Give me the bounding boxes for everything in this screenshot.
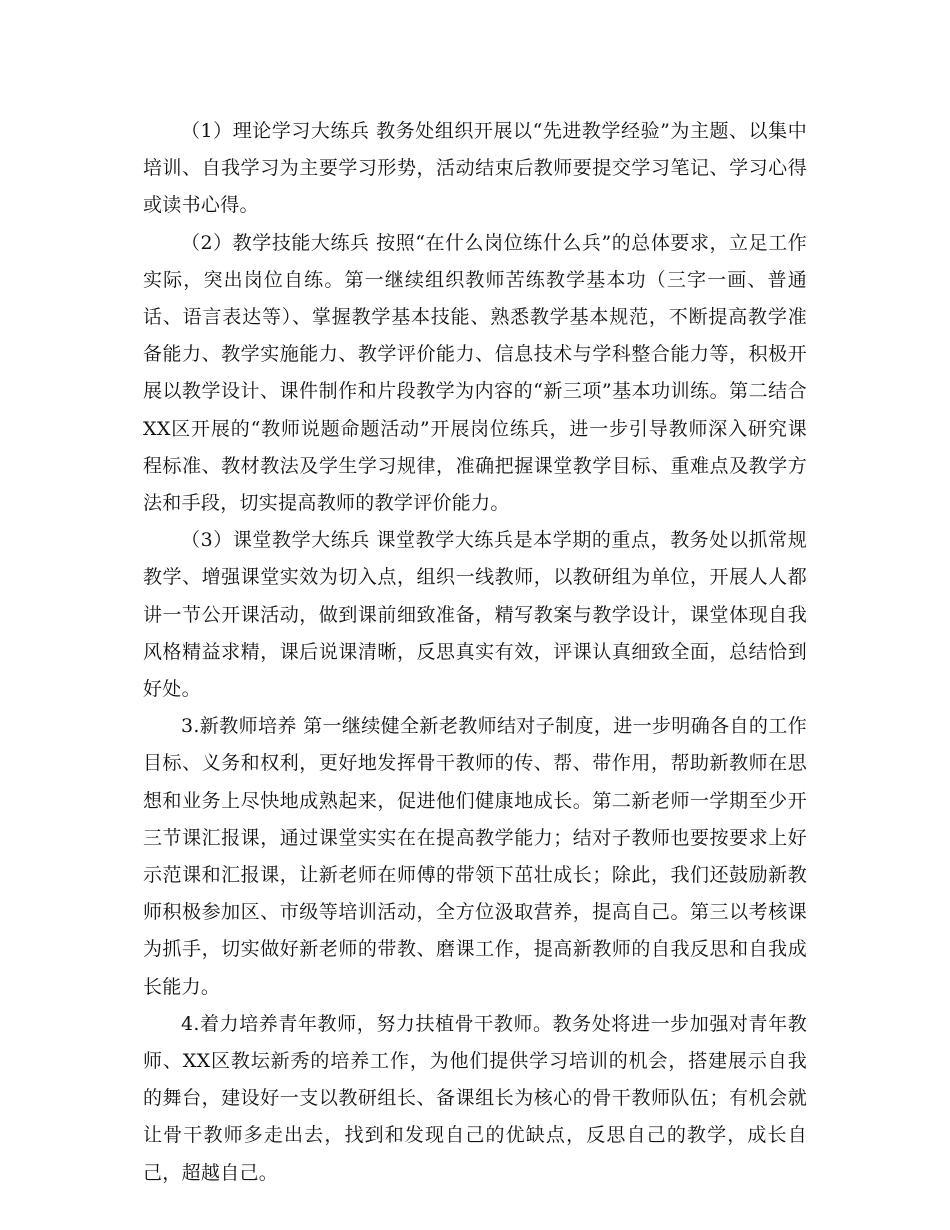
paragraph-classroom-teaching: （3）课堂教学大练兵 课堂教学大练兵是本学期的重点，教务处以抓常规教学、增强课堂实效为切入点，组织一线教师，以教研组为单位，开展人人都讲一节公开课活动，做到课前细致准备，精写教案与教学设计，课堂体现自我风格精益求精，课后说课清晰，反思真实有效，评课认真细致全面，总结恰到好处。 — [143, 529, 807, 701]
paragraph-new-teacher-training: 3.新教师培养 第一继续健全新老教师结对子制度，进一步明确各自的工作目标、义务和权利，更好地发挥骨干教师的传、帮、带作用，帮助新教师在思想和业务上尽快地成熟起来，促进他们健康地成长。第二新老师一学期至少开三节课汇报课，通过课堂实实在在提高教学能力；结对子教师也要按要求上好示范课和汇报课，让新老师在师傅的带领下茁壮成长；除此，我们还鼓励新教师积极参加区、市级等培训活动，全方位汲取营养，提高自己。第三以考核课为抓手，切实做好新老师的带教、磨课工作，提高新教师的自我反思和自我成长能力。 — [143, 715, 807, 998]
paragraph-theory-study: （1）理论学习大练兵 教务处组织开展以“先进教学经验”为主题、以集中培训、自我学习为主要学习形势，活动结束后教师要提交学习笔记、学习心得或读书心得。 — [143, 120, 807, 217]
paragraph-teaching-skills: （2）教学技能大练兵 按照“在什么岗位练什么兵”的总体要求，立足工作实际，突出岗位自练。第一继续组织教师苦练教学基本功（三字一画、普通话、语言表达等）、掌握教学基本技能、熟悉教学基本规范，不断提高教学准备能力、教学实施能力、教学评价能力、信息技术与学科整合能力等，积极开展以教学设计、课件制作和片段教学为内容的“新三项”基本功训练。第二结合XX区开展的“教师说题命题活动”开展岗位练兵，进一步引导教师深入研究课程标准、教材教法及学生学习规律，准确把握课堂教学目标、重难点及教学方法和手段，切实提高教师的教学评价能力。 — [143, 231, 807, 515]
document-body — [143, 113, 807, 1192]
paragraph-young-teacher-development: 4.着力培养青年教师，努力扶植骨干教师。教务处将进一步加强对青年教师、XX区教坛新秀的培养工作，为他们提供学习培训的机会，搭建展示自我的舞台，建设好一支以教研组长、备课组长为核心的骨干教师队伍；有机会就让骨干教师多走出去，找到和发现自己的优缺点，反思自己的教学，成长自己，超越自己。 — [143, 1012, 807, 1184]
